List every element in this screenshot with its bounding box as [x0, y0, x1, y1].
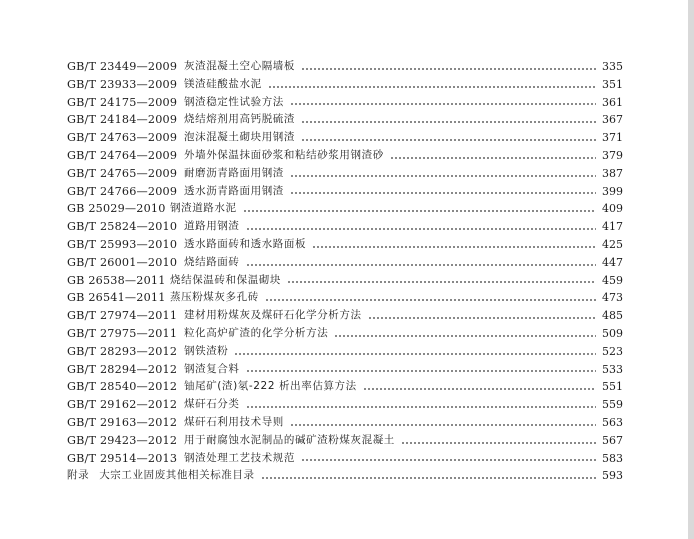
page-number: 351	[602, 77, 623, 91]
dot-leader	[312, 240, 596, 250]
toc-entry	[67, 129, 622, 147]
toc-entry	[67, 183, 622, 201]
dot-leader	[265, 293, 596, 303]
page-number: 417	[602, 220, 623, 234]
dot-leader	[301, 453, 596, 463]
standard-title: 蒸压粉煤灰多孔砖	[170, 291, 259, 304]
page-number: 533	[602, 362, 623, 376]
page-number: 509	[602, 326, 623, 340]
standard-code: GB/T 27975—2011	[67, 326, 178, 340]
standard-title: 镁渣硅酸盐水泥	[184, 77, 262, 90]
toc-entry	[67, 94, 622, 112]
standard-title: 灰渣混凝土空心隔墙板	[184, 60, 295, 72]
standard-code: GB/T 24184—2009	[67, 113, 178, 127]
standard-code: GB/T 29162—2012	[67, 398, 178, 412]
standard-title: 钢铁渣粉	[184, 344, 229, 357]
dot-leader	[390, 151, 596, 161]
toc-entry	[67, 111, 622, 129]
toc-entry	[67, 218, 622, 236]
dot-leader	[246, 400, 597, 410]
toc-entry	[67, 165, 622, 183]
standard-code: GB/T 28293—2012	[67, 344, 178, 358]
standard-code: GB/T 28540—2012	[67, 380, 178, 394]
page-number: 387	[602, 166, 623, 180]
standard-code: GB/T 25993—2010	[67, 237, 178, 251]
dot-leader	[290, 418, 596, 428]
dot-leader	[246, 364, 597, 374]
toc-entry	[67, 76, 622, 94]
standard-title: 煤矸石利用技术导则	[184, 415, 284, 428]
dot-leader	[301, 115, 596, 125]
page-number: 371	[602, 131, 623, 145]
page-number: 551	[602, 380, 623, 394]
dot-leader	[290, 169, 596, 179]
appendix-label: 附录	[67, 469, 90, 482]
standard-code: GB/T 29423—2012	[67, 433, 178, 447]
page-number: 409	[602, 202, 623, 216]
standard-title: 透水沥青路面用钢渣	[184, 184, 284, 197]
standard-code: GB/T 24175—2009	[67, 95, 178, 109]
dot-leader	[368, 311, 596, 321]
standard-code: GB/T 25824—2010	[67, 220, 178, 234]
dot-leader	[268, 80, 596, 90]
toc-entry	[67, 432, 622, 450]
standard-title: 用于耐腐蚀水泥制品的碱矿渣粉煤灰混凝土	[184, 433, 395, 446]
standard-code: GB/T 23933—2009	[67, 77, 178, 91]
standard-title: 烧结保温砖和保温砌块	[170, 273, 281, 286]
standard-title: 烧结路面砖	[184, 255, 240, 268]
dot-leader	[334, 329, 596, 339]
page-number: 425	[602, 237, 623, 251]
toc-entry	[67, 325, 622, 343]
toc-entry	[67, 396, 622, 414]
page-number: 361	[602, 95, 623, 109]
dot-leader	[287, 275, 596, 285]
dot-leader	[243, 204, 596, 214]
standard-code: GB/T 24765—2009	[67, 166, 178, 180]
page-number: 473	[602, 291, 623, 305]
standard-title: 烧结熔剂用高钙脱硫渣	[184, 113, 295, 126]
page-edge-shadow	[688, 0, 694, 539]
toc-entry	[67, 236, 622, 254]
page-number: 559	[602, 398, 623, 412]
standard-code: GB 26538—2011	[67, 273, 166, 287]
standard-title: 钢渣道路水泥	[170, 202, 237, 215]
page-number: 523	[602, 344, 623, 358]
dot-leader	[234, 347, 596, 357]
toc-entry	[67, 272, 622, 290]
standard-title: 钢渣处理工艺技术规范	[184, 451, 295, 464]
dot-leader	[246, 258, 597, 268]
dot-leader	[290, 97, 596, 107]
toc-appendix-entry	[67, 467, 622, 485]
dot-leader	[301, 62, 596, 72]
standard-title: 煤矸石分类	[184, 398, 240, 411]
standard-title: 钢渣稳定性试验方法	[184, 95, 284, 108]
toc-entry	[67, 58, 622, 76]
standard-title: 泡沫混凝土砌块用钢渣	[184, 131, 295, 144]
standard-code: GB/T 24764—2009	[67, 148, 178, 162]
dot-leader	[363, 382, 596, 392]
toc-entry	[67, 289, 622, 307]
standard-title: 透水路面砖和透水路面板	[184, 237, 307, 250]
dot-leader	[301, 133, 596, 143]
page-number: 563	[602, 415, 623, 429]
page-number: 485	[602, 309, 623, 323]
standard-code: GB/T 28294—2012	[67, 362, 178, 376]
standard-code: GB/T 27974—2011	[67, 309, 178, 323]
standard-code: GB/T 26001—2010	[67, 255, 178, 269]
dot-leader	[246, 222, 597, 232]
toc-entry	[67, 378, 622, 396]
standard-code: GB/T 24763—2009	[67, 131, 178, 145]
standard-title: 耐磨沥青路面用钢渣	[184, 166, 284, 179]
standard-title: 粒化高炉矿渣的化学分析方法	[184, 326, 329, 339]
standard-code: GB/T 24766—2009	[67, 184, 178, 198]
page-number: 367	[602, 113, 623, 127]
standard-title: 铀尾矿(渣)氡-222 析出率估算方法	[184, 380, 357, 393]
standard-code: GB 26541—2011	[67, 291, 166, 305]
toc-entry	[67, 361, 622, 379]
toc-entry	[67, 343, 622, 361]
standard-code: GB/T 23449—2009	[67, 60, 178, 73]
dot-leader	[261, 471, 596, 481]
page-number: 379	[602, 148, 623, 162]
table-of-contents	[67, 58, 622, 485]
toc-entry	[67, 307, 622, 325]
dot-leader	[401, 436, 596, 446]
toc-entry	[67, 450, 622, 468]
dot-leader	[290, 186, 596, 196]
standard-title: 钢渣复合料	[184, 362, 240, 375]
toc-entry	[67, 414, 622, 432]
toc-entry	[67, 147, 622, 165]
appendix-title: 大宗工业固废其他相关标准目录	[99, 469, 255, 482]
standard-title: 建材用粉煤灰及煤矸石化学分析方法	[184, 309, 362, 322]
page-number: 583	[602, 451, 623, 465]
standard-code: GB/T 29163—2012	[67, 415, 178, 429]
page-number: 335	[602, 60, 623, 73]
standard-code: GB/T 29514—2013	[67, 451, 178, 465]
page-number: 399	[602, 184, 623, 198]
page-number: 593	[602, 469, 623, 483]
page-number: 567	[602, 433, 623, 447]
page-number: 459	[602, 273, 623, 287]
page-number: 447	[602, 255, 623, 269]
standard-title: 外墙外保温抹面砂浆和粘结砂浆用钢渣砂	[184, 148, 384, 161]
toc-entry	[67, 200, 622, 218]
standard-code: GB 25029—2010	[67, 202, 166, 216]
standard-title: 道路用钢渣	[184, 220, 240, 233]
toc-entry	[67, 254, 622, 272]
